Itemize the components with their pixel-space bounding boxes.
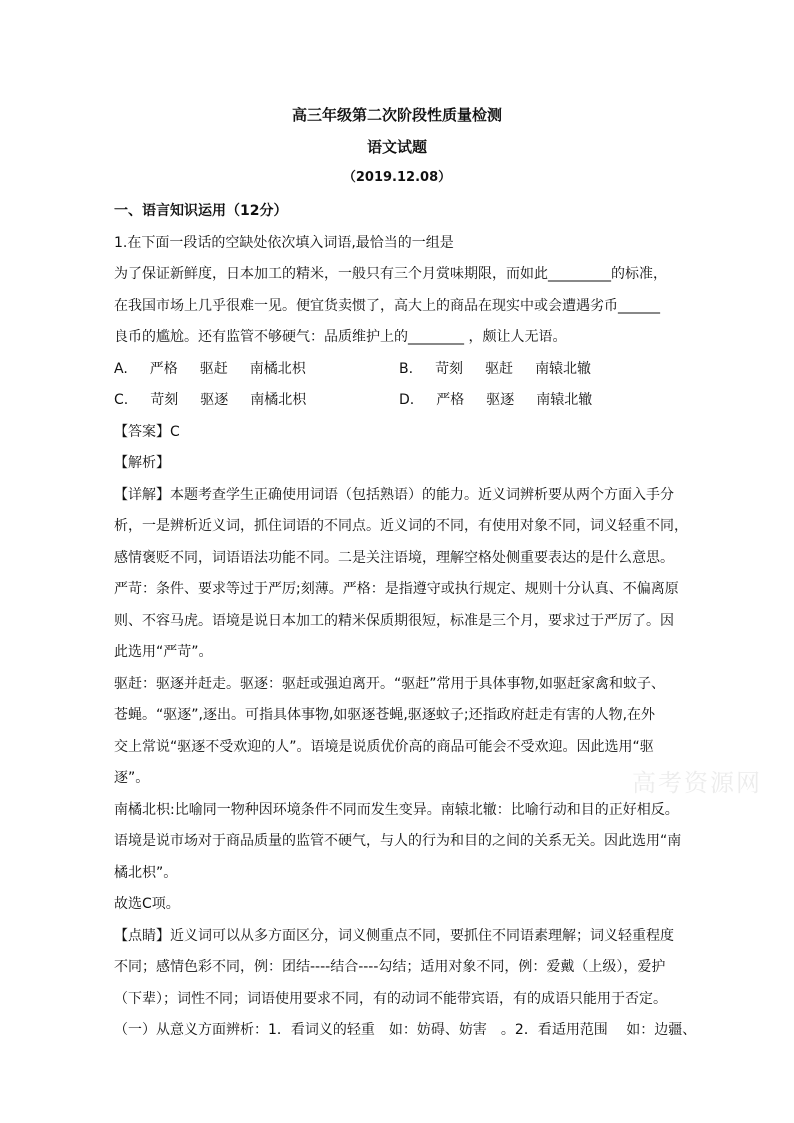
explanation-line: 南橘北枳:比喻同一物种因环境条件不同而发生变异。南辕北辙：比喻行动和目的正好相反。 <box>114 801 679 818</box>
option-word: 苛刻 <box>150 392 179 408</box>
explanation-line: （一）从意义方面辨析：1．看词义的轻重 如：妨碍、妨害 。2．看适用范围 如：边疆、 <box>114 1022 697 1038</box>
option-word: 严格 <box>436 392 465 408</box>
explanation-line: 语境是说市场对于商品质量的监管不硬气，与人的行为和目的之间的关系无关。因此选用“南 <box>114 833 682 849</box>
option-a <box>114 354 399 386</box>
subject-title: 语文试题 <box>366 138 427 156</box>
option-word: 南橘北枳 <box>249 360 306 377</box>
options-row <box>114 354 684 386</box>
exam-date: （2019.12.08） <box>342 170 452 185</box>
watermark: 高考资源网 <box>632 769 762 797</box>
explanation-line: 苍蝇。“驱逐”,逐出。可指具体事物,如驱逐苍蝇,驱逐蚊子;还指政府赶走有害的人物,在外 <box>114 707 656 723</box>
option-word: 苛刻 <box>435 360 464 377</box>
explanation-line: 析，一是辨析近义词，抓住词语的不同点。近义词的不同，有使用对象不同，词义轻重不同， <box>114 518 688 534</box>
answer-line: 【答案】C <box>114 423 180 440</box>
option-word: 驱赶 <box>199 360 228 377</box>
passage-line: 为了保证新鲜度，日本加工的精米，一般只有三个月赏味期限，而如此_________的标准， <box>114 266 667 282</box>
explanation-line: 驱赶：驱逐并赶走。驱逐：驱赶或强迫离开。“驱赶”常用于具体事物,如驱赶家禽和蚊子、 <box>114 675 665 692</box>
explanation-line: 橘北枳”。 <box>114 864 178 881</box>
option-word: 南橘北枳 <box>250 392 307 408</box>
passage-line: 在我国市场上几乎很难一见。便宜货卖惯了，高大上的商品在现实中或会遭遇劣币______ <box>114 297 660 314</box>
exam-title: 高三年级第二次阶段性质量检测 <box>291 106 502 124</box>
option-word: 南辕北辙 <box>535 360 592 377</box>
section-heading: 一、语言知识运用（12分） <box>114 203 288 219</box>
option-letter: A. <box>114 360 128 377</box>
option-letter: C. <box>114 392 129 408</box>
explanation-line: 不同；感情色彩不同，例：团结----结合----勾结；适用对象不同，例：爱戴（上级），爱护 <box>114 959 666 975</box>
option-word: 驱逐 <box>486 392 515 408</box>
option-b <box>399 354 684 386</box>
explanation-line: 逐”。 <box>114 770 150 786</box>
option-word: 驱逐 <box>200 392 229 408</box>
options-row <box>114 385 684 417</box>
option-letter: D. <box>399 392 415 408</box>
explanation-line: 严苛：条件、要求等过于严厉;刻薄。严格：是指遵守或执行规定、规则十分认真、不偏离原 <box>114 581 679 597</box>
explanation-line: 则、不容马虎。语境是说日本加工的精米保质期很短，标准是三个月，要求过于严厉了。因 <box>114 612 674 629</box>
explanation-line: 故选C项。 <box>114 896 180 912</box>
explanation-line: 此选用“严苛”。 <box>114 644 213 660</box>
explanation-line: 【点睛】近义词可以从多方面区分，词义侧重点不同，要抓住不同语素理解；词义轻重程度 <box>114 927 674 944</box>
passage-line: 良币的尴尬。还有监管不够硬气：品质维护上的________ ，颇让人无语。 <box>114 329 567 345</box>
option-word: 驱赶 <box>485 360 514 377</box>
option-d <box>399 385 684 417</box>
explanation-line: 交上常说“驱逐不受欢迎的人”。语境是说质优价高的商品可能会不受欢迎。因此选用“驱 <box>114 738 654 755</box>
option-word: 南辕北辙 <box>536 392 593 408</box>
option-word: 严格 <box>149 360 178 377</box>
analysis-label: 【解析】 <box>114 455 170 471</box>
explanation-line: （下辈）；词性不同；词语使用要求不同，有的动词不能带宾语，有的成语只能用于否定。 <box>114 990 667 1007</box>
explanation-line: 感情褒贬不同，词语语法功能不同。二是关注语境，理解空格处侧重要表达的是什么意思。 <box>114 549 674 566</box>
explanation-line: 【详解】本题考查学生正确使用词语（包括熟语）的能力。近义词辨析要从两个方面入手分 <box>114 486 674 503</box>
option-c <box>114 385 399 417</box>
option-letter: B. <box>399 360 414 377</box>
question-stem: 1.在下面一段话的空缺处依次填入词语,最恰当的一组是 <box>114 234 454 251</box>
